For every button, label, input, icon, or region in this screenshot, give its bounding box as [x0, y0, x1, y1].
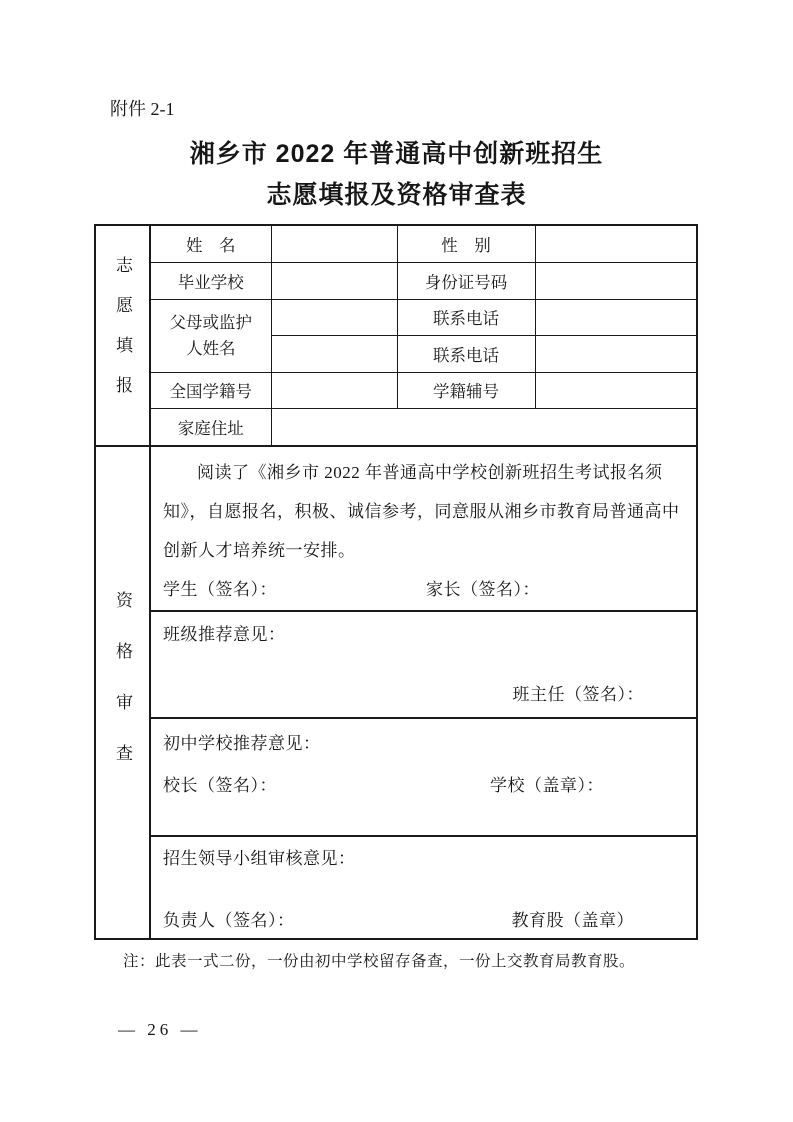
school-seal-label: 学校（盖章）：	[490, 776, 604, 795]
principal-sign-row	[163, 771, 696, 796]
guardian2-value-cell	[271, 336, 397, 373]
attachment-label: 附件 2-1	[110, 99, 175, 119]
table-row	[151, 299, 696, 336]
student-id-suffix-label-cell: 学籍辅号	[397, 372, 535, 409]
responsible-sign-row	[163, 906, 696, 931]
table-row	[151, 226, 696, 263]
form-title-line2: 志愿填报及资格审查表	[266, 181, 527, 209]
national-student-id-label-cell: 全国学籍号	[151, 372, 271, 409]
home-address-value-cell	[271, 409, 696, 446]
form-footnote: 注：此表一式二份，一份由初中学校留存备查，一份上交教育局教育股。	[123, 953, 636, 970]
qualification-blocks	[151, 447, 696, 938]
class-teacher-sign-label: 班主任（签名）：	[512, 685, 644, 704]
admission-group-opinion-label: 招生领导小组审核意见：	[163, 849, 356, 868]
graduate-school-value-cell	[271, 263, 397, 300]
volunteer-section-label: 志愿填报	[113, 255, 132, 416]
guardian-label-line1: 父母或监护	[169, 312, 252, 332]
id-card-label-cell: 身份证号码	[397, 263, 535, 300]
volunteer-section-label-cell	[96, 226, 151, 445]
education-section-seal-label: 教育股（盖章）	[511, 911, 634, 930]
id-card-value-cell	[535, 263, 696, 300]
gender-value-cell	[535, 226, 696, 263]
class-opinion-block	[151, 610, 696, 717]
phone2-value-cell	[535, 336, 696, 373]
gender-label-cell: 性 别	[397, 226, 535, 263]
class-teacher-sign-row	[163, 680, 696, 705]
consent-paragraph: 阅读了《湘乡市 2022 年普通高中学校创新班招生考试报名须知》，自愿报名，积极、诚信参考，同意服从湘乡市教育局普通高中创新人才培养统一安排。	[163, 463, 680, 560]
qualification-section	[96, 445, 696, 938]
parent-sign-label: 家长（签名）：	[426, 580, 540, 599]
table-row	[151, 263, 696, 300]
name-label-cell: 姓 名	[151, 226, 271, 263]
qualification-section-label-cell	[96, 447, 151, 938]
guardian1-value-cell	[271, 299, 397, 336]
middle-school-opinion-label: 初中学校推荐意见：	[163, 734, 321, 753]
national-student-id-value-cell	[271, 372, 397, 409]
consent-block	[151, 447, 696, 610]
home-address-label-cell: 家庭住址	[151, 409, 271, 446]
student-id-suffix-value-cell	[535, 372, 696, 409]
form-table	[94, 224, 698, 940]
phone1-value-cell	[535, 299, 696, 336]
middle-school-opinion-block	[151, 717, 696, 835]
guardian-label-line2: 人姓名	[186, 338, 236, 358]
qualification-section-label: 资格审查	[113, 590, 132, 795]
student-sign-label: 学生（签名）：	[163, 580, 277, 599]
page-number: — 26 —	[118, 1020, 202, 1039]
admission-group-opinion-block	[151, 835, 696, 938]
student-parent-sign-row	[163, 575, 686, 600]
name-value-cell	[271, 226, 397, 263]
class-opinion-label: 班级推荐意见：	[163, 625, 286, 644]
guardian-label-cell	[151, 299, 271, 372]
volunteer-section	[96, 226, 696, 445]
graduate-school-label-cell: 毕业学校	[151, 263, 271, 300]
responsible-person-sign-label: 负责人（签名）：	[163, 911, 295, 930]
table-row	[151, 409, 696, 446]
phone2-label-cell: 联系电话	[397, 336, 535, 373]
form-title-line1: 湘乡市 2022 年普通高中创新班招生	[189, 140, 604, 168]
phone1-label-cell: 联系电话	[397, 299, 535, 336]
volunteer-grid	[151, 226, 696, 445]
principal-sign-label: 校长（签名）：	[163, 776, 277, 795]
table-row	[151, 372, 696, 409]
